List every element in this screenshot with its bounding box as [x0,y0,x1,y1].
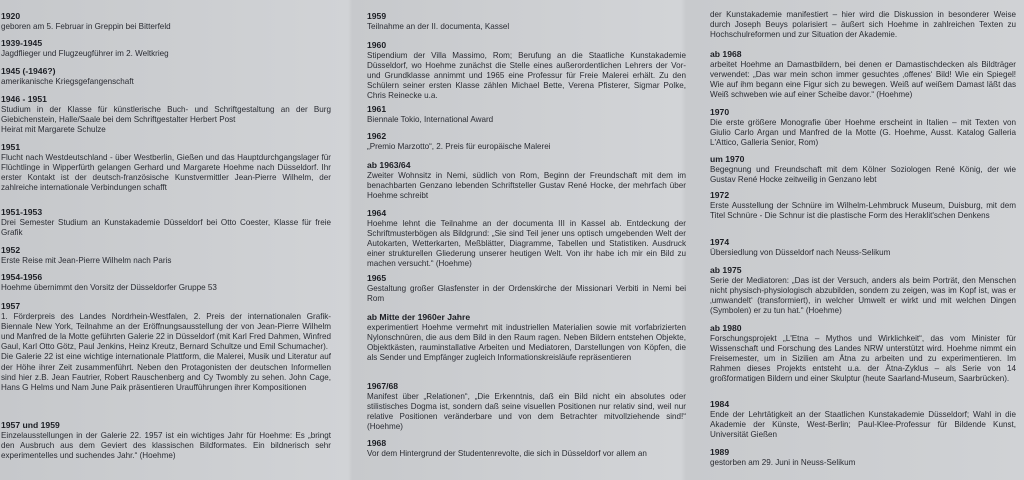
entry-text: 1. Förderpreis des Landes Nordrhein-Westfalen, 2. Preis der internationalen Grafik-Biennale New York, Teilnahme an der Eröffnungsausstellung der von Jean-Pierre Wilhelm und Manfred de la Motte geführten Galerie 22 in Düsseldorf (mit Karl Fred Dahmen, Winfred Gaul, Karl Otto Götz, Paul Jenkins, Heinz Kreutz, Bernard Schultze und Emil Schumacher). Die Galerie 22 ist eine wichtige internationale Plattform, die Malerei, Musik und Literatur auf der Höhe ihrer Zeit zusammenführt. Neben den Protagonisten der deutschen Informellen sind hier z.B. Jean Fautrier, Robert Rauschenberg and Cy Twombly zu sehen. John Cage, Hans G Helms und Nam June Paik präsentieren Uraufführungen ihrer Kompositionen [1,311,331,393]
timeline-entry [0,245,339,266]
entry-year: 1957 und 1959 [1,420,60,430]
entry-text: gestorben am 29. Juni in Neuss-Selikum [710,457,856,467]
timeline-entry [349,381,690,432]
entry-year: 1965 [367,273,387,283]
entry-year: 1970 [710,107,730,117]
entry-year: 1972 [710,190,730,200]
entry-year: 1945 (-1946?) [1,66,56,76]
timeline-entry [0,38,339,59]
timeline-entry [0,272,339,293]
timeline-entry [0,142,339,193]
timeline-entry [700,10,1024,41]
entry-text: experimentiert Hoehme vermehrt mit industriellen Materialien sowie mit vorfabrizierten Nylonschnüren, die aus dem Bild in den Raum ragen. Neben Bildern entstehen Objekte, Objektkästen, rauminstallative Arbeiten und Mediatoren, Darstellungen von Köpfen, die als Sender und Empfänger zugleich Informationskreisläufe repräsentieren [367,322,686,363]
entry-year: 1989 [710,447,730,457]
timeline-entry [349,131,690,152]
timeline-entry [349,273,690,304]
timeline-entry [349,40,690,102]
timeline-entry [349,160,690,201]
entry-year: 1974 [710,237,730,247]
entry-year: ab 1975 [710,265,742,275]
entry-text: Serie der Mediatoren: „Das ist der Versuch, anders als beim Porträt, den Menschen nicht physisch-physiologisch abzubilden, sondern zu zeigen, was im Kopf ist, was er ‚umwandelt‘ (transformiert), in welcher Umwelt er wirkt und mit welchen Dingen (Symbolen) er zu tun hat.“ (Hoehme) [710,275,1016,316]
timeline-entry [700,237,1024,258]
timeline-entry [700,447,1024,468]
entry-text: Die erste größere Monografie über Hoehme erscheint in Italien – mit Texten von Giulio Carlo Argan und Manfred de la Motte (G. Hoehme, Ausst. Katalog Galleria L'Attico, Galleria Senior, Rom) [710,117,1016,147]
timeline-column-2 [349,0,690,480]
entry-year: 1920 [1,11,21,21]
timeline-entry [700,154,1024,185]
entry-year: 1960 [367,40,387,50]
entry-text: Vor dem Hintergrund der Studentenrevolte, die sich in Düsseldorf vor allem an [367,448,647,458]
entry-text: Ende der Lehrtätigkeit an der Staatlichen Kunstakademie Düsseldorf; Wahl in die Akademie der Künste, West-Berlin; Paul-Klee-Professur für Bildende Kunst, Universität Gießen [710,409,1016,439]
timeline-entry [0,420,339,461]
timeline-column-3 [700,0,1024,480]
entry-text: Hoehme übernimmt den Vorsitz der Düsseldorfer Gruppe 53 [1,282,217,292]
entry-text: Begegnung und Freundschaft mit dem Kölner Soziologen René König, der wie Gustav René Hocke zeitweilig in Genzano lebt [710,164,1016,184]
timeline-entry [700,190,1024,221]
entry-text: Manifest über „Relationen“, „Die Erkenntnis, daß ein Bild nicht ein absolutes oder stilistisches Dogma ist, sondern daß seine visuellen Positionen nur relativ sind, weil nur relative Positionen veränderbare und von dem Betrachter mitvollziehende sind!“ (Hoehme) [367,391,686,432]
entry-year: 1957 [1,301,21,311]
entry-text: Flucht nach Westdeutschland - über Westberlin, Gießen und das Hauptdurchgangslager für Flüchtlinge in Wipperfürth gelangen Gerhard und Margarete Hoehme nach Düsseldorf. Ihr erster Kontakt ist der deutsch-französische Kunstvermittler Jean-Pierre Wilhelm, der zahlreiche internationale Verbindungen schafft [1,152,331,193]
timeline-entry [700,399,1024,440]
entry-year: ab 1968 [710,49,742,59]
entry-text: Jagdflieger und Flugzeugführer im 2. Weltkrieg [1,48,169,58]
entry-year: 1951-1953 [1,207,43,217]
timeline-entry [0,66,339,87]
timeline-entry [700,107,1024,148]
entry-year: ab Mitte der 1960er Jahre [367,312,471,322]
timeline-entry [349,104,690,125]
timeline-entry [700,323,1024,385]
entry-year: ab 1980 [710,323,742,333]
entry-year: 1946 - 1951 [1,94,47,104]
timeline-entry [349,438,690,459]
timeline-entry [0,301,339,393]
timeline-entry [349,312,690,363]
entry-text: Erste Ausstellung der Schnüre im Wilhelm-Lehmbruck Museum, Duisburg, mit dem Titel Schnüre - Die Schnur ist die plastische Form des Heraklit'schen Denkens [710,200,1016,220]
entry-text: Erste Reise mit Jean-Pierre Wilhelm nach Paris [1,255,172,265]
timeline-column-1 [0,0,339,480]
entry-text: Studium in der Klasse für künstlerische Buch- und Schriftgestaltung an der Burg Giebichenstein, Halle/Saale bei dem Schriftgestalter Herbert Post Heirat mit Margarete Schulze [1,104,331,134]
entry-text: Gestaltung großer Glasfenster in der Ordenskirche der Missionari Verbiti in Nemi bei Rom [367,283,686,303]
entry-text: Forschungsprojekt „L'Etna – Mythos und Wirklichkeit“, das vom Minister für Wissenschaft und Forschung des Landes NRW unterstützt wird. Hoehme nimmt ein Freisemester, um in Sizilien am Ätna zu arbeiten und zu experimentieren. Im Rahmen dieses Projekts entsteht u.a. der Ätna-Zyklus – als Serie von 14 großformatigen Bildern und einer Skulptur (heute Saarland-Museum, Saarbrücken). [710,333,1016,384]
entry-year: 1951 [1,142,21,152]
timeline-entry [700,49,1024,100]
entry-year: ab 1963/64 [367,160,411,170]
timeline-entry [349,208,690,270]
timeline-entry [0,207,339,238]
entry-text: Biennale Tokio, International Award [367,114,494,124]
entry-year: 1984 [710,399,730,409]
entry-text: „Premio Marzotto“, 2. Preis für europäische Malerei [367,141,551,151]
entry-text: Stipendium der Villa Massimo, Rom; Berufung an die Staatliche Kunstakademie Düsseldorf, wo Hoehme zunächst die Stelle eines außerordentlichen Lehrers der Vor- und Grundklasse annimmt und 1965 eine Professur für Freie Malerei erhält. Zu den Schülern seiner ersten Klasse zählen Michael Bette, Verena Pfisterer, Sigmar Polke, Chris Reinecke u.a. [367,50,686,101]
entry-year: 1954-1956 [1,272,43,282]
entry-text: amerikanische Kriegsgefangenschaft [1,76,134,86]
entry-year: 1952 [1,245,21,255]
entry-text: Einzelausstellungen in der Galerie 22. 1957 ist ein wichtiges Jahr für Hoehme: Es „bringt den Ausbruch aus dem Geviert des klassischen Bildformates. Ein bildnerisch sehr experimentelles und suchendes Jahr.“ (Hoehme) [1,430,331,460]
entry-text: der Kunstakademie manifestiert – hier wird die Diskussion in besonderer Weise durch Joseph Beuys polarisiert – äußert sich Hoehme in zahlreichen Texten zu Hochschulreformen und zur Situation der Akademie. [710,10,1016,40]
entry-text: Zweiter Wohnsitz in Nemi, südlich von Rom, Beginn der Freundschaft mit dem im benachbarten Genzano lebenden Schriftsteller Gustav René Hocke, der mehrfach über Hoehme schreibt [367,170,686,200]
timeline-entry [0,11,339,32]
entry-year: 1962 [367,131,387,141]
entry-year: 1959 [367,11,387,21]
entry-text: geboren am 5. Februar in Greppin bei Bitterfeld [1,21,171,31]
entry-text: Übersiedlung von Düsseldorf nach Neuss-Selikum [710,247,891,257]
entry-year: 1967/68 [367,381,399,391]
entry-year: 1964 [367,208,387,218]
timeline-entry [700,265,1024,316]
entry-text: Drei Semester Studium an Kunstakademie Düsseldorf bei Otto Coester, Klasse für freie Grafik [1,217,331,237]
timeline-entry [349,11,690,32]
entry-year: 1961 [367,104,387,114]
entry-text: Teilnahme an der II. documenta, Kassel [367,21,510,31]
entry-text: arbeitet Hoehme an Damastbildern, bei denen er Damastischdecken als Bildträger verwendet: „Das war mein schon immer gesuchtes ‚offenes‘ Bild! Wie ein Spiegel! Wie auf ihm begann eine Figur sich zu bewegen. Weiß auf weißem Damast läßt das Weiß schweben wie auf einer Scheibe davor.“ (Hoehme) [710,59,1016,100]
entry-year: um 1970 [710,154,745,164]
timeline-entry [0,94,339,135]
entry-year: 1968 [367,438,387,448]
entry-text: Hoehme lehnt die Teilnahme an der documenta III in Kassel ab. Entdeckung der Schriftmusterbögen als Bildgrund: „Sie sind Teil jener uns optisch umgebenden Welt der Autokarten, Wetterkarten, Meßblätter, Diagramme, Tabellen und Statistiken. Ausdruck einer strukturellen Gliederung unserer heutigen Welt. Von ihr habe ich mir ein Bild zu machen versucht.“ (Hoehme) [367,218,686,269]
entry-year: 1939-1945 [1,38,43,48]
